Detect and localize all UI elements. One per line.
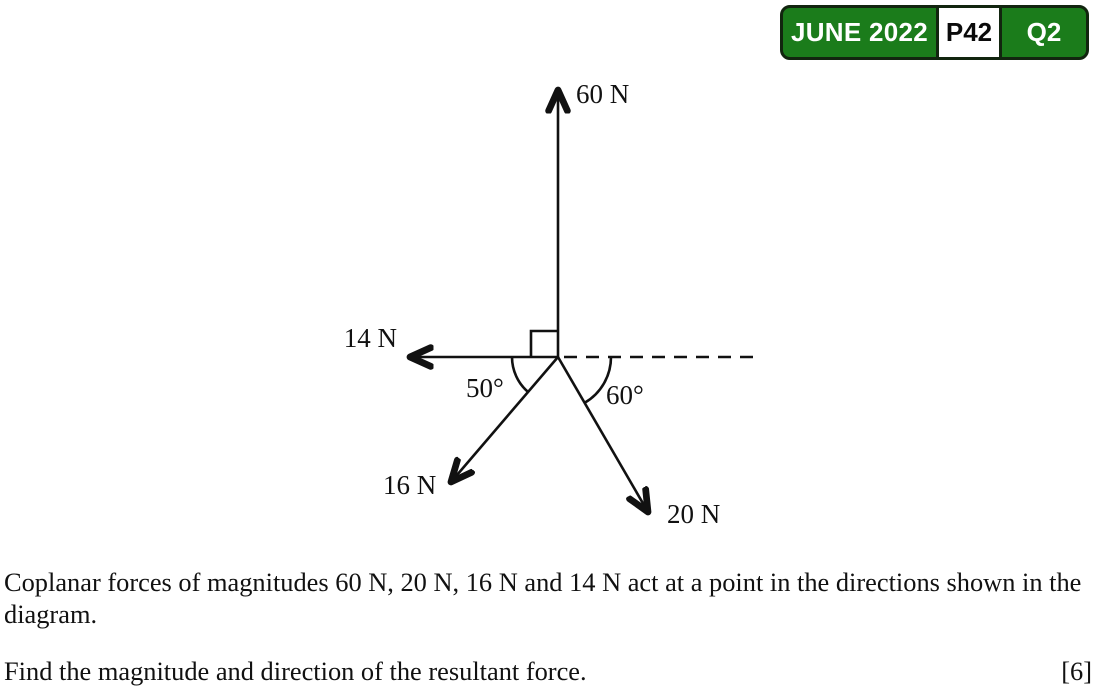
question-prompt: Find the magnitude and direction of the resultant force. [4,656,587,686]
force-label-20n: 20 N [667,499,721,529]
badge-session-label: JUNE 2022 [790,17,929,47]
angle-label-60: 60° [606,380,644,410]
marks-badge: [6] [1061,656,1092,686]
force-label-60n: 60 N [576,79,630,109]
right-angle-marker [531,331,558,357]
force-label-14n: 14 N [343,323,397,353]
question-statement: Coplanar forces of magnitudes 60 N, 20 N, 16 N and 14 N act at a point in the directions shown in the diagram. [4,567,1082,629]
angle-label-50: 50° [466,373,504,403]
angle-arc-50 [512,357,528,392]
badge-paper-code: P42 [936,8,1002,57]
force-label-16n: 16 N [383,470,437,500]
question-task-row [4,656,1092,686]
badge-question-number: Q2 [1026,17,1062,47]
